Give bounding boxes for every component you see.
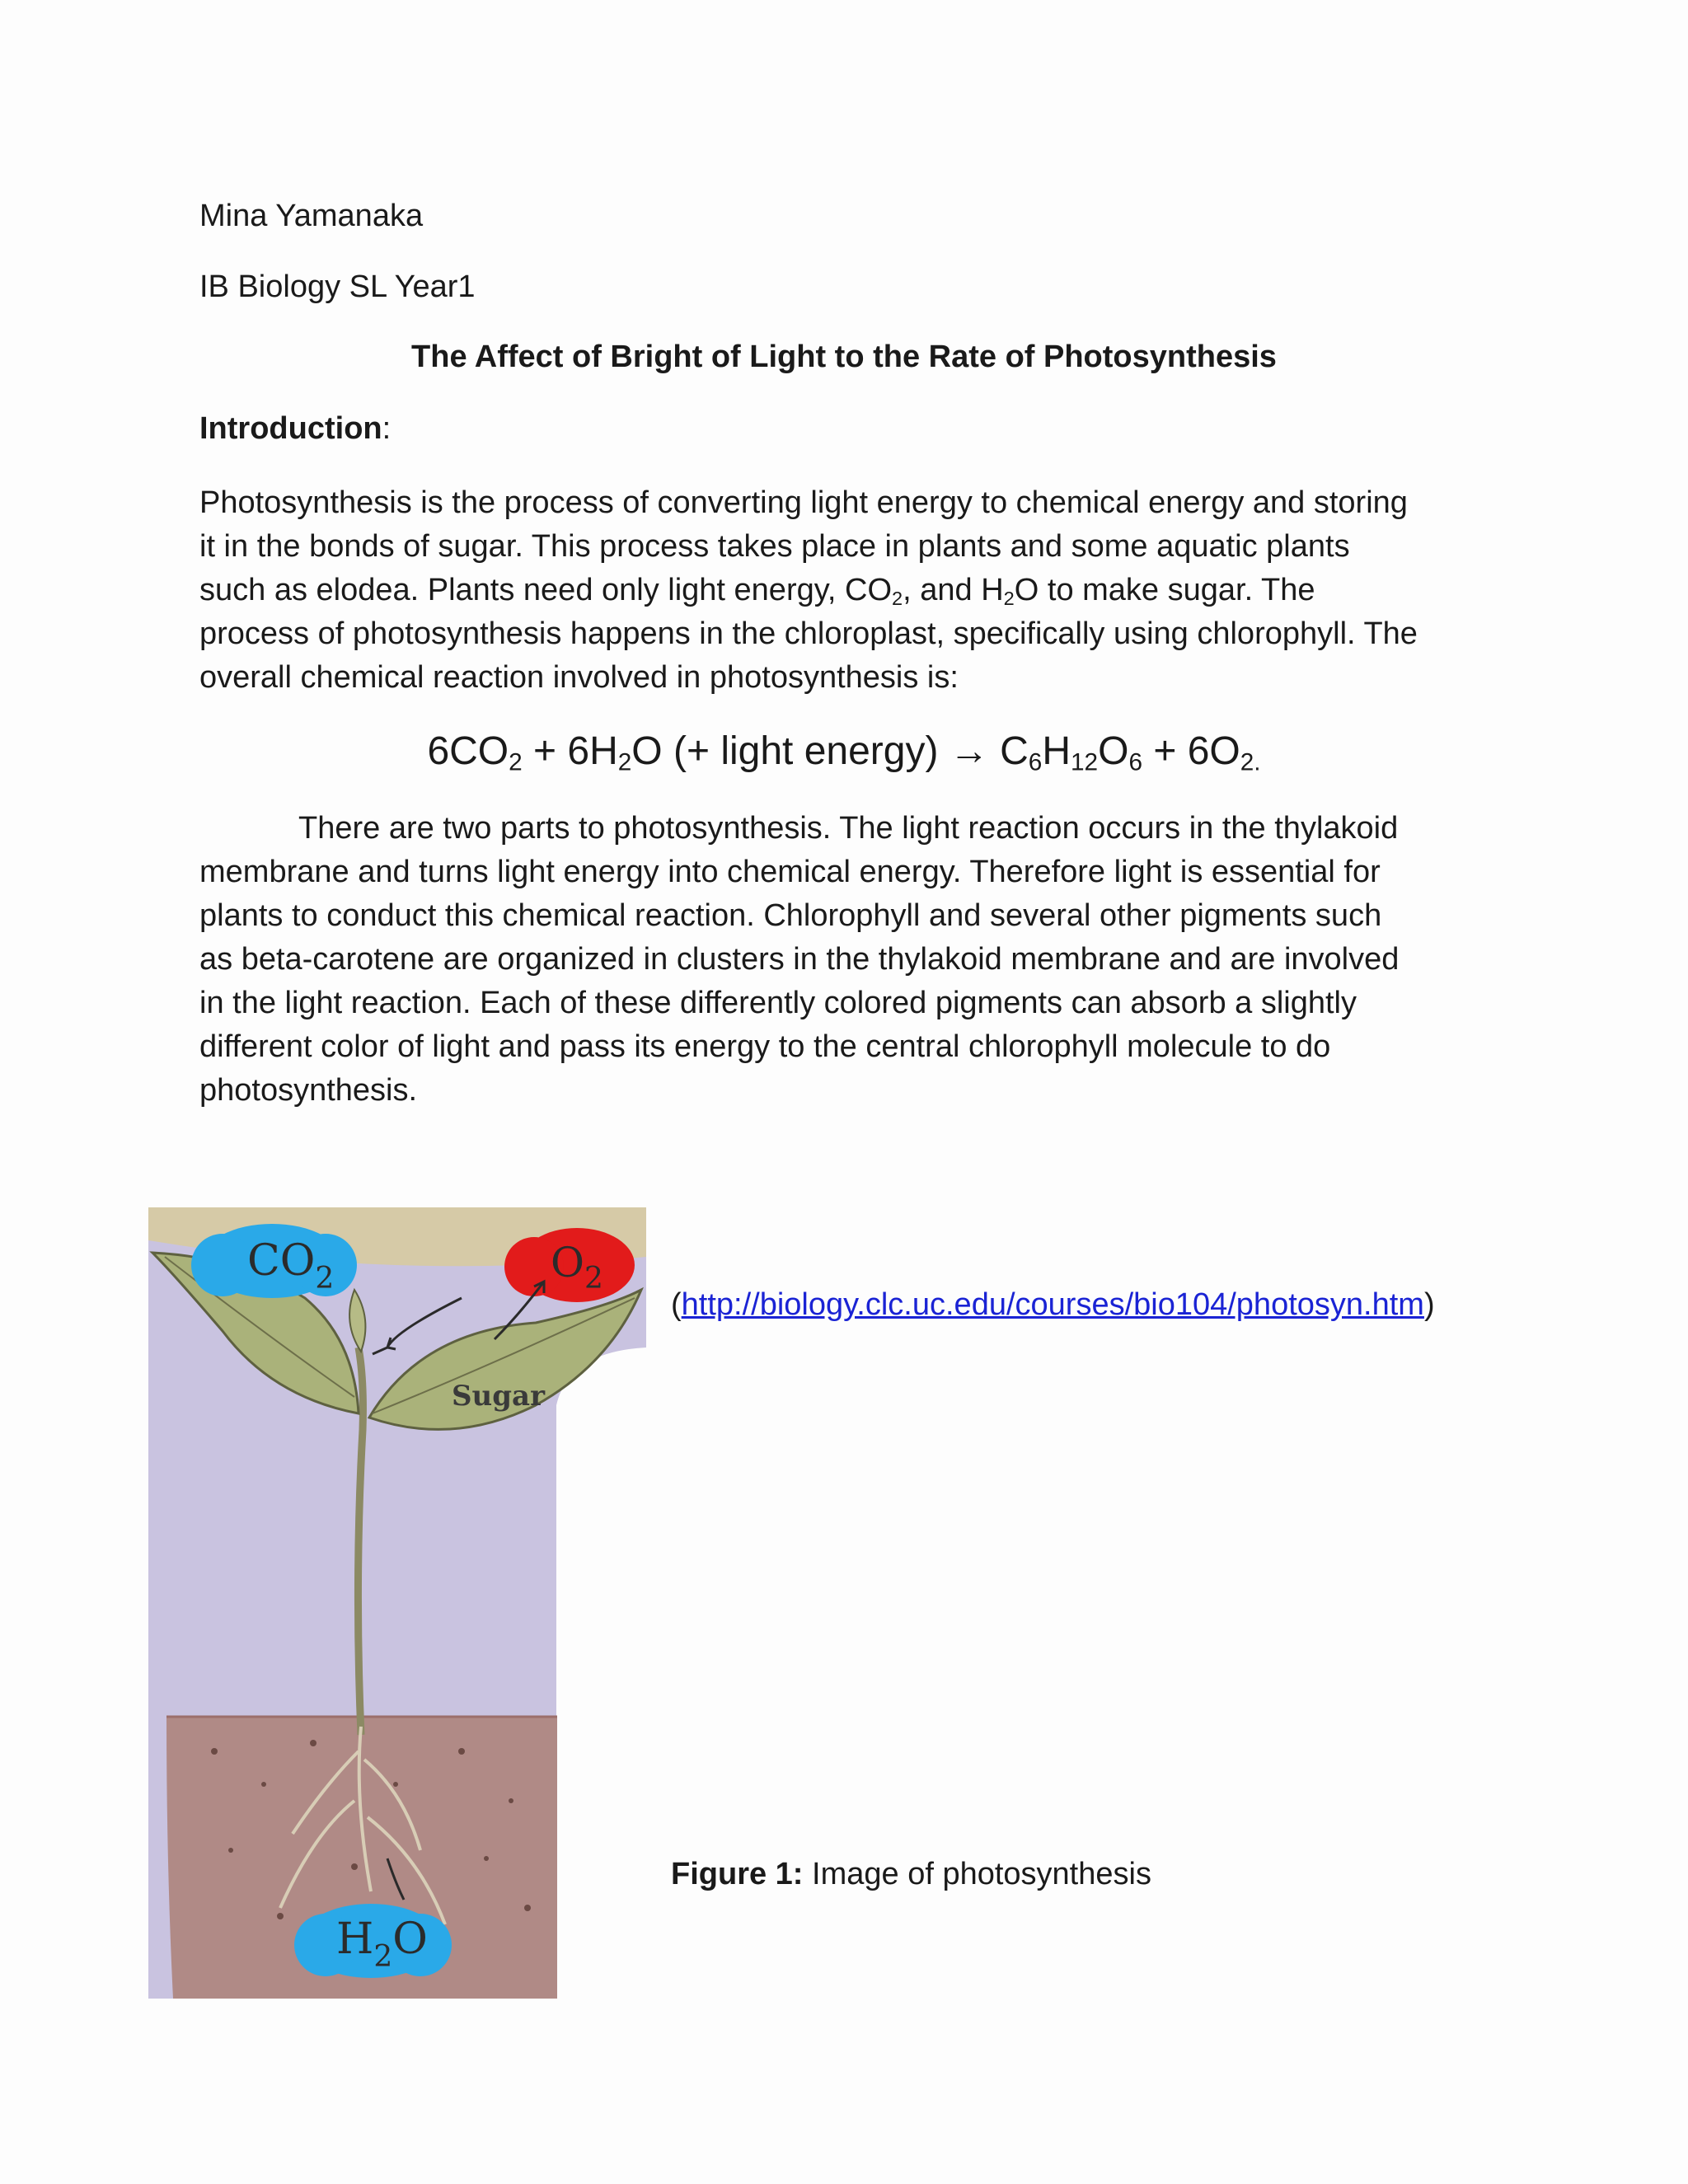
author-name: Mina Yamanaka <box>199 199 424 233</box>
p1-line-3: such as elodea. Plants need only light energy, $CO_2$, and $H_2O$ to make sugar. The <box>199 573 1315 609</box>
p2-line-5: in the light reaction. Each of these differently colored pigments can absorb a slightly <box>199 986 1357 1020</box>
p2-line-1: There are two parts to photosynthesis. The light reaction occurs in the thylakoid <box>298 811 1399 846</box>
p1-line-2: it in the bonds of sugar. This process takes place in plants and some aquatic plants <box>199 529 1350 564</box>
svg-text:CO2: $CO_2$ <box>247 1236 335 1296</box>
p2-line-4: as beta-carotene are organized in clusters in the thylakoid membrane and are involved <box>199 942 1400 977</box>
section-heading <box>199 410 391 448</box>
caption-label: Figure 1: <box>671 1857 804 1891</box>
plant-illustration <box>148 1207 646 1999</box>
photosynthesis-equation: $6CO_2 + 6H_2O$ (+ light energy) → $C_6H_{12}O_6 + 6O_{2.}$ <box>427 729 1261 776</box>
sugar-label: Sugar <box>452 1380 545 1413</box>
svg-text:O2: $O_2$ <box>551 1239 603 1296</box>
course-name: IB Biology SL Year1 <box>199 269 476 304</box>
p1-line-1: Photosynthesis is the process of converting light energy to chemical energy and storing <box>199 485 1408 520</box>
figure-source: (http://biology.clc.uc.edu/courses/bio104/photosyn.htm) <box>671 1287 1435 1322</box>
p1-line-4: process of photosynthesis happens in the chloroplast, specifically using chlorophyll. The <box>199 616 1418 651</box>
document-title: The Affect of Bright of Light to the Rate of Photosynthesis <box>411 340 1277 374</box>
svg-text:H2O: $H_2O$ <box>336 1915 428 1974</box>
intro-paragraph-1 <box>199 481 1510 700</box>
p1-line-5: overall chemical reaction involved in photosynthesis is: <box>199 660 959 695</box>
p2-line-6: different color of light and pass its energy to the central chlorophyll molecule to do <box>199 1029 1331 1064</box>
co2-bubble <box>191 1224 357 1298</box>
p2-line-3: plants to conduct this chemical reaction. Chlorophyll and several other pigments such <box>199 898 1382 933</box>
p2-line-7: photosynthesis. <box>199 1073 418 1108</box>
reaction-arrow: → <box>949 729 989 773</box>
heading-colon: : <box>382 411 392 446</box>
photosynthesis-figure <box>148 1207 646 1999</box>
intro-paragraph-2 <box>199 807 1510 1113</box>
co2-label: CO <box>247 1236 316 1286</box>
h2o-label: H <box>336 1915 374 1964</box>
o2-bubble <box>504 1228 635 1302</box>
h2o-bubble <box>294 1904 452 1978</box>
p2-line-2: membrane and turns light energy into chemical energy. Therefore light is essential for <box>199 855 1381 889</box>
introduction-heading: Introduction <box>199 411 382 446</box>
source-link[interactable]: http://biology.clc.uc.edu/courses/bio104/photosyn.htm <box>681 1287 1424 1322</box>
o2-label: O <box>551 1239 584 1286</box>
caption-text: Image of photosynthesis <box>803 1857 1151 1891</box>
figure-caption <box>671 1857 1151 1892</box>
